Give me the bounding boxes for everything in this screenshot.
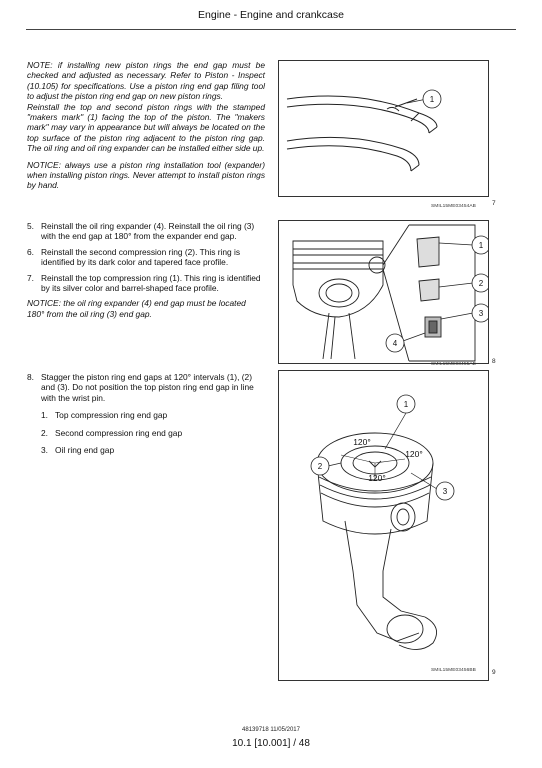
piston-stagger-illustration	[279, 371, 488, 680]
list-item-number: 1.	[41, 410, 48, 421]
list-item-text: Top compression ring end gap	[55, 410, 168, 421]
callout-label: 1	[403, 400, 409, 409]
angle-label: 120°	[405, 449, 423, 459]
step-5	[27, 221, 265, 242]
figure-9-piston-ring-gap-stagger	[278, 370, 489, 681]
piston-ring-illustration	[279, 61, 488, 196]
callout-label: 2	[317, 462, 323, 471]
steps-block-2	[27, 221, 265, 325]
ring-gap-list	[41, 410, 265, 455]
figure-7-piston-ring-makers-mark	[278, 60, 489, 209]
footer-page-number: 10.1 [10.001] / 48	[232, 738, 310, 749]
callout-label: 2	[478, 279, 484, 288]
angle-label: 120°	[368, 473, 386, 483]
list-item	[41, 445, 265, 455]
step-number: 7.	[27, 272, 34, 283]
note-new-rings: NOTE: if installing new piston rings the end gap must be checked and adjusted as necessary. Refer to Piston - Inspect (10.105) for specifications. Use a piston ring end gap filing tool to adjust the piston ring end gap on new piston rings.	[27, 60, 265, 102]
callout-label: 4	[392, 339, 398, 348]
list-item-text: Second compression ring end gap	[55, 427, 183, 438]
figure-code: SMIL15ME03456BB	[431, 668, 476, 673]
figure-number: 9	[492, 669, 496, 676]
step-6	[27, 247, 265, 268]
notice-ring-tool: NOTICE: always use a piston ring installation tool (expander) when installing piston rings. Never attempt to install piston rings by hand.	[27, 159, 265, 191]
callout-label: 1	[429, 95, 435, 104]
step-number: 8.	[27, 372, 34, 382]
list-item	[41, 410, 265, 420]
step-text: Reinstall the second compression ring (2). This ring is identified by its dark color and tapered face profile.	[41, 246, 241, 268]
callout-label: 3	[478, 309, 484, 318]
figure-number: 8	[492, 358, 496, 365]
figure-code: SMIL15ME03454AB	[431, 204, 476, 209]
notes-block-1	[27, 60, 265, 197]
header-divider	[26, 29, 516, 30]
list-item	[41, 428, 265, 438]
piston-ring-section-illustration	[279, 221, 488, 363]
callout-label: 1	[478, 241, 484, 250]
footer-doc-code: 48139718 11/05/2017	[242, 727, 300, 733]
figure-code: SMIL15ME03455AB	[431, 362, 476, 367]
figure-8-piston-ring-installation	[278, 220, 489, 367]
step-8	[27, 372, 265, 403]
list-item-number: 3.	[41, 445, 48, 456]
note-makers-mark: Reinstall the top and second piston rings with the stamped "makers mark" (1) facing the top of the piston. The "makers mark" may vary in appearance but will always be located on the top surface of the piston ring adjacent to the piston ring gap. The oil ring and oil ring expander can be installed either side up.	[27, 101, 265, 154]
callout-label: 3	[442, 487, 448, 496]
step-text: Reinstall the oil ring expander (4). Reinstall the oil ring (3) with the end gap at 180° from the expander end gap.	[41, 221, 255, 242]
step-number: 6.	[27, 246, 34, 257]
page-header-title: Engine - Engine and crankcase	[198, 9, 344, 21]
step-7	[27, 273, 265, 294]
angle-label: 120°	[353, 437, 371, 447]
list-item-text: Oil ring end gap	[55, 445, 115, 456]
list-item-number: 2.	[41, 427, 48, 438]
steps-block-3	[27, 372, 265, 462]
notice-expander-gap: NOTICE: the oil ring expander (4) end gap must be located 180° from the oil ring (3) end gap.	[27, 298, 246, 319]
step-text: Reinstall the top compression ring (1). This ring is identified by its silver color and barrel-shaped face profile.	[41, 272, 261, 294]
figure-number: 7	[492, 200, 496, 207]
step-number: 5.	[27, 221, 34, 231]
step-text: Stagger the piston ring end gaps at 120° intervals (1), (2) and (3). Do not position the top piston ring end gap in line with the wrist pin.	[41, 372, 254, 403]
